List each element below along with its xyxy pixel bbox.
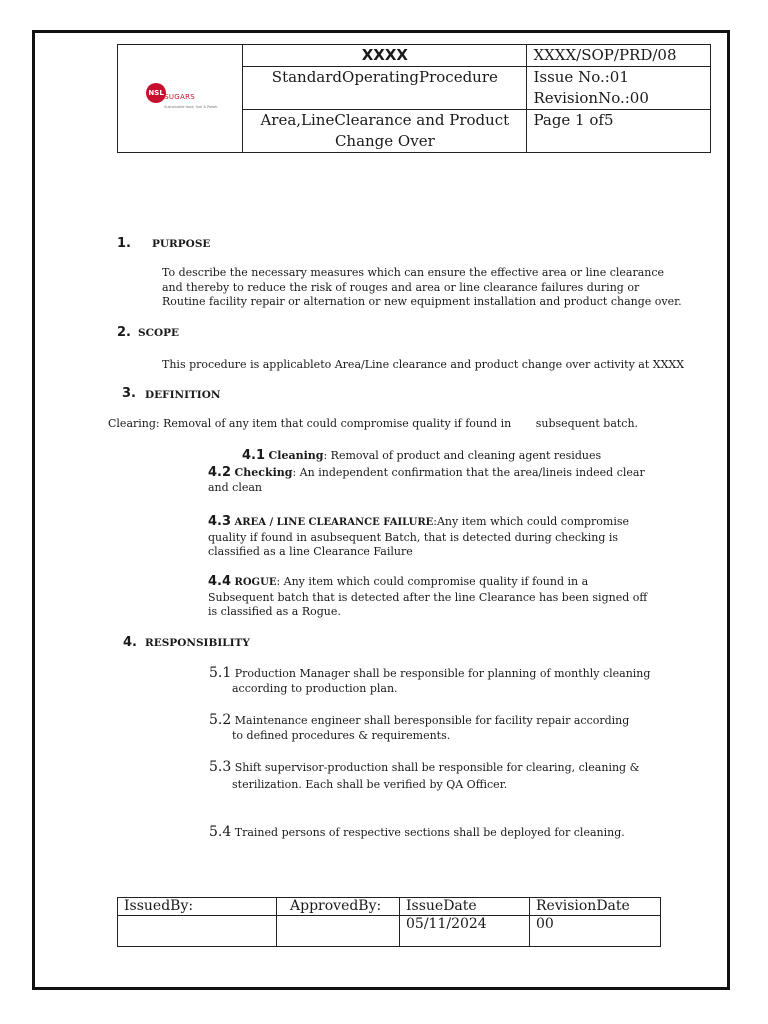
section-number: 4. <box>123 635 137 650</box>
logo-cell <box>118 45 243 153</box>
section-number: 3. <box>122 386 136 401</box>
definition-item: 4.2 Checking: An independent confirmation that the area/lineis indeed clear and clean <box>208 465 645 494</box>
logo-mark: NSL <box>146 83 166 103</box>
issued-by-label: IssuedBy: <box>118 898 277 916</box>
section-heading-scope: SCOPE <box>138 327 179 339</box>
logo-word: SUGARS <box>164 92 195 101</box>
section-heading-responsibility: RESPONSIBILITY <box>145 637 250 649</box>
section-number: 2. <box>117 325 131 340</box>
definition-item: 4.3 AREA / LINE CLEARANCE FAILURE:Any item which could compromise quality if found in asubsequent Batch, that is detected during checking is classified as a line Clearance Failure <box>208 514 630 559</box>
section-number: 1. <box>117 236 131 251</box>
scope-text: This procedure is applicableto Area/Line clearance and product change over activity at XXXX <box>162 358 685 371</box>
nsl-sugars-logo-icon <box>146 79 218 113</box>
doc-title: Area,LineClearance and Product Change Over <box>243 110 527 153</box>
definition-intro: Clearing: Removal of any item that could compromise quality if found in subsequent batch. <box>108 417 639 430</box>
page-border <box>32 30 730 990</box>
logo-tagline: Sustainable food, fuel & Power <box>164 104 218 109</box>
issue-date-value: 05/11/2024 <box>400 916 530 947</box>
revision-date-label: RevisionDate <box>530 898 661 916</box>
company-name: XXXX <box>243 45 527 67</box>
issued-by-value <box>118 916 277 947</box>
section-heading-purpose: PURPOSE <box>152 238 211 250</box>
responsibility-item: 5.3 Shift supervisor-production shall be responsible for clearing, cleaning & sterilization. Each shall be verified by QA Officer. <box>209 759 640 791</box>
section-heading-definition: DEFINITION <box>145 389 221 401</box>
responsibility-item: 5.1 Production Manager shall be responsible for planning of monthly cleaning according to production plan. <box>209 665 651 695</box>
definition-item: 4.4 ROGUE: Any item which could compromise quality if found in a Subsequent batch that is detected after the line Clearance has been signed off is classified as a Rogue. <box>208 574 648 619</box>
approved-by-label: ApprovedBy: <box>277 898 400 916</box>
page-number: Page 1 of5 <box>527 110 711 153</box>
purpose-text: To describe the necessary measures which can ensure the effective area or line clearance and thereby to reduce the risk of rouges and area or line clearance failures during or Routine facility repair or alternation or new equipment installation and product change over. <box>162 266 682 309</box>
doc-number: XXXX/SOP/PRD/08 <box>527 45 711 67</box>
doc-type: StandardOperatingProcedure <box>243 67 527 110</box>
revision-date-value: 00 <box>530 916 661 947</box>
document-header <box>117 44 711 153</box>
issue-revision <box>527 67 711 110</box>
definition-item: 4.1 Cleaning: Removal of product and cleaning agent residues <box>242 448 602 463</box>
responsibility-item: 5.4 Trained persons of respective sections shall be deployed for cleaning. <box>209 824 625 840</box>
approved-by-value <box>277 916 400 947</box>
issue-date-label: IssueDate <box>400 898 530 916</box>
revision-no: RevisionNo.:00 <box>533 89 649 107</box>
issue-no: Issue No.:01 <box>533 68 629 86</box>
responsibility-item: 5.2 Maintenance engineer shall beresponsible for facility repair according to defined procedures & requirements. <box>209 712 630 742</box>
approval-table <box>117 897 661 947</box>
